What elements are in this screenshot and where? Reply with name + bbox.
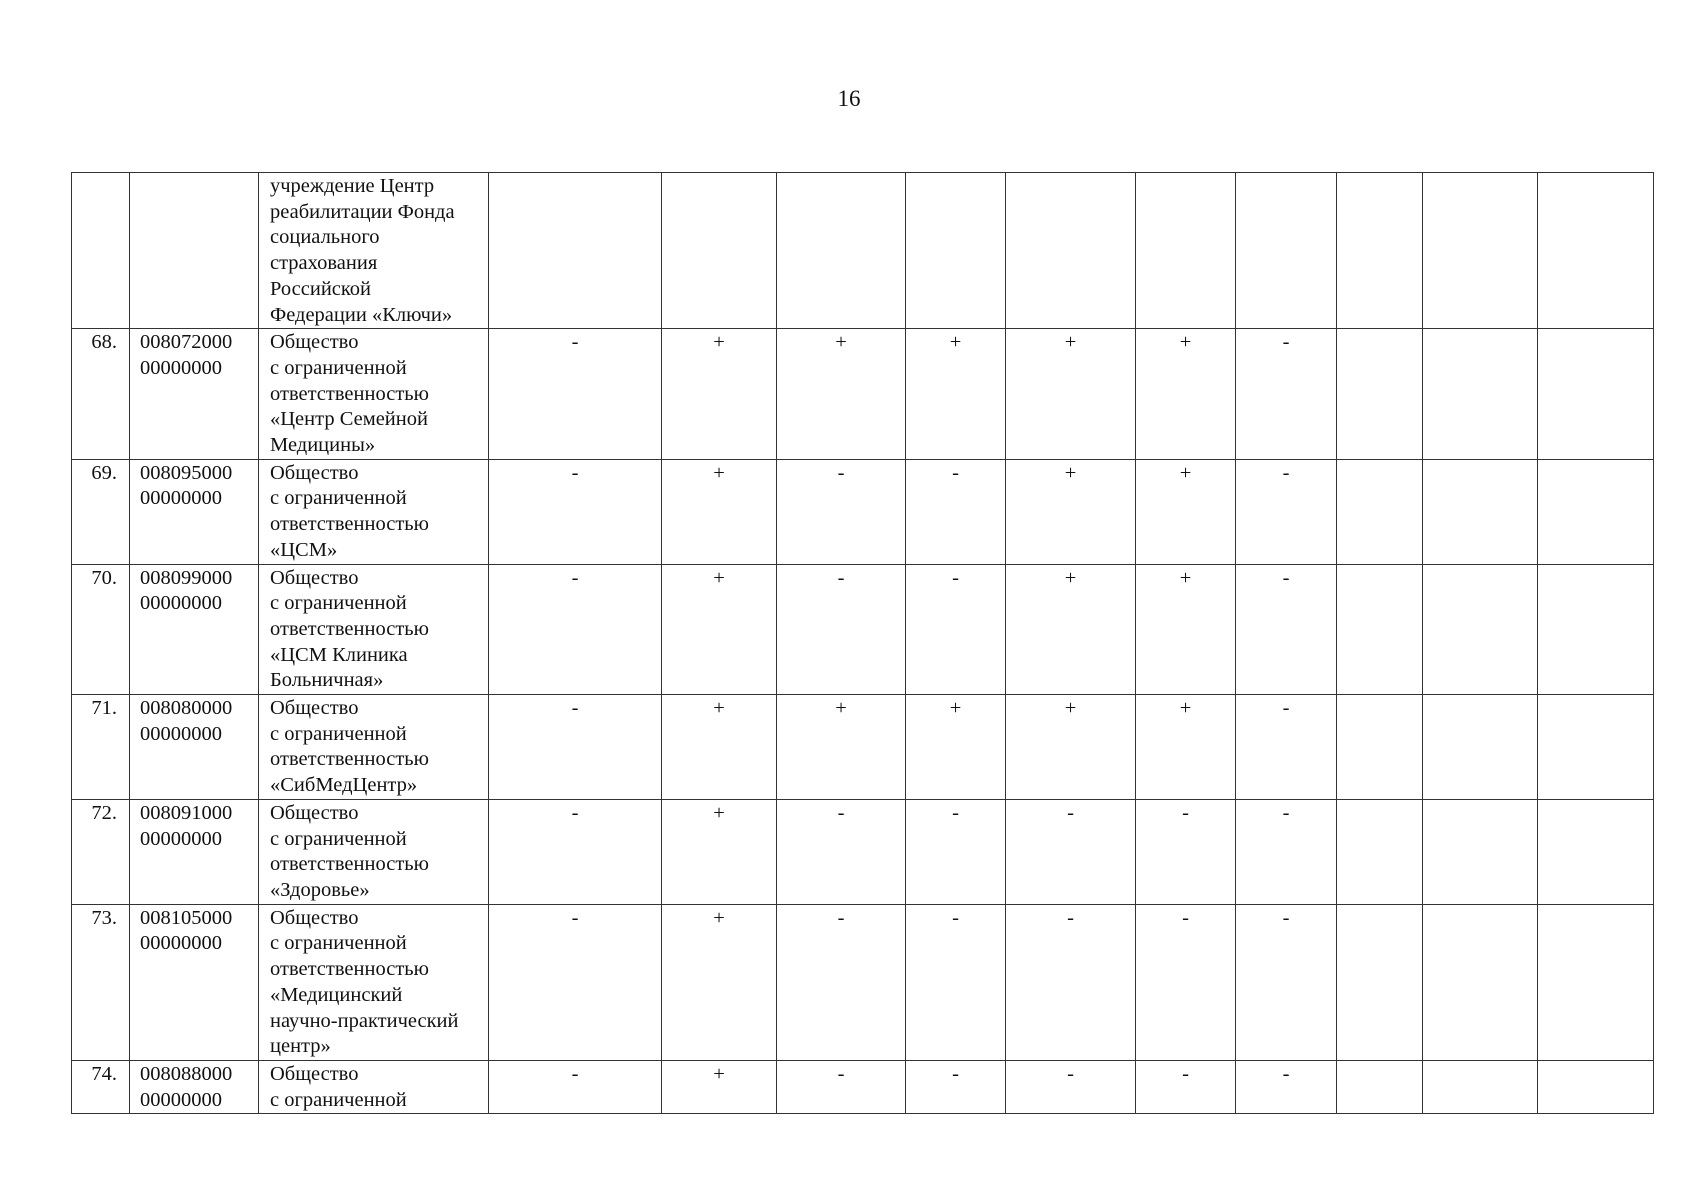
empty-cell (1423, 799, 1538, 904)
org-name-cell: учреждение Центр реабилитации Фонда социального страхования Российской Федерации «Ключи» (259, 173, 489, 329)
empty-cell (1337, 564, 1423, 695)
org-name-cell: Общество с ограниченной ответственностью «ЦСМ» (259, 459, 489, 564)
table-row (72, 695, 1654, 800)
empty-cell (1538, 329, 1654, 460)
mark-cell: + (662, 799, 777, 904)
mark-cell: + (662, 459, 777, 564)
mark-cell: + (662, 329, 777, 460)
mark-cell: - (906, 459, 1006, 564)
mark-cell: + (662, 1060, 777, 1113)
mark-cell: - (1006, 1060, 1136, 1113)
mark-cell: - (489, 459, 662, 564)
org-code-cell: 008072000 00000000 (130, 329, 259, 460)
mark-cell: - (1006, 799, 1136, 904)
mark-cell: - (777, 799, 906, 904)
mark-cell: - (777, 904, 906, 1060)
row-number-cell: 73. (72, 904, 130, 1060)
org-code-cell: 008095000 00000000 (130, 459, 259, 564)
mark-cell: - (489, 329, 662, 460)
mark-cell: - (1136, 799, 1236, 904)
mark-cell: + (777, 695, 906, 800)
page-number: 16 (837, 86, 861, 111)
table-row (72, 173, 1654, 329)
table-row (72, 799, 1654, 904)
mark-cell: + (1006, 459, 1136, 564)
register-table (71, 172, 1654, 1114)
mark-cell (1006, 173, 1136, 329)
table-row (72, 1060, 1654, 1113)
mark-cell: - (906, 904, 1006, 1060)
empty-cell (1337, 904, 1423, 1060)
mark-cell: + (662, 564, 777, 695)
org-code-cell: 008080000 00000000 (130, 695, 259, 800)
org-code-cell: 008088000 00000000 (130, 1060, 259, 1113)
mark-cell: - (1236, 329, 1337, 460)
empty-cell (1337, 1060, 1423, 1113)
mark-cell: + (1136, 564, 1236, 695)
mark-cell: + (906, 695, 1006, 800)
mark-cell: - (906, 1060, 1006, 1113)
empty-cell (1423, 1060, 1538, 1113)
row-number-cell: 70. (72, 564, 130, 695)
mark-cell: - (1136, 904, 1236, 1060)
mark-cell: - (777, 1060, 906, 1113)
row-number-cell: 74. (72, 1060, 130, 1113)
mark-cell (489, 173, 662, 329)
empty-cell (1538, 173, 1654, 329)
mark-cell: - (1136, 1060, 1236, 1113)
mark-cell (777, 173, 906, 329)
row-number-cell: 71. (72, 695, 130, 800)
mark-cell: + (906, 329, 1006, 460)
org-name-cell: Общество с ограниченной ответственностью «Центр Семейной Медицины» (259, 329, 489, 460)
mark-cell: - (489, 1060, 662, 1113)
mark-cell: - (1236, 459, 1337, 564)
table-row (72, 459, 1654, 564)
mark-cell: + (1006, 329, 1136, 460)
empty-cell (1423, 173, 1538, 329)
mark-cell: - (906, 564, 1006, 695)
mark-cell (1236, 173, 1337, 329)
mark-cell: - (489, 904, 662, 1060)
mark-cell: + (662, 904, 777, 1060)
org-name-cell: Общество с ограниченной ответственностью «Медицинский научно-практический центр» (259, 904, 489, 1060)
org-code-cell: 008091000 00000000 (130, 799, 259, 904)
mark-cell: + (777, 329, 906, 460)
table-row (72, 564, 1654, 695)
row-number-cell: 68. (72, 329, 130, 460)
mark-cell: - (1236, 799, 1337, 904)
empty-cell (1337, 799, 1423, 904)
empty-cell (1337, 329, 1423, 460)
empty-cell (1423, 564, 1538, 695)
empty-cell (1423, 329, 1538, 460)
empty-cell (1337, 173, 1423, 329)
mark-cell: - (1236, 904, 1337, 1060)
mark-cell (662, 173, 777, 329)
row-number-cell: 72. (72, 799, 130, 904)
mark-cell: + (1136, 459, 1236, 564)
mark-cell: + (1136, 695, 1236, 800)
empty-cell (1538, 459, 1654, 564)
empty-cell (1538, 904, 1654, 1060)
empty-cell (1423, 695, 1538, 800)
empty-cell (1538, 564, 1654, 695)
empty-cell (1538, 695, 1654, 800)
mark-cell: - (1236, 564, 1337, 695)
table-row (72, 329, 1654, 460)
row-number-cell: 69. (72, 459, 130, 564)
mark-cell: - (489, 564, 662, 695)
org-name-cell: Общество с ограниченной ответственностью «СибМедЦентр» (259, 695, 489, 800)
empty-cell (1423, 459, 1538, 564)
org-code-cell (130, 173, 259, 329)
org-name-cell: Общество с ограниченной ответственностью «ЦСМ Клиника Больничная» (259, 564, 489, 695)
mark-cell (906, 173, 1006, 329)
mark-cell (1136, 173, 1236, 329)
mark-cell: - (489, 799, 662, 904)
mark-cell: - (777, 459, 906, 564)
table-body (72, 173, 1654, 1114)
empty-cell (1538, 799, 1654, 904)
mark-cell: + (662, 695, 777, 800)
empty-cell (1337, 695, 1423, 800)
mark-cell: - (489, 695, 662, 800)
org-name-cell: Общество с ограниченной ответственностью «Здоровье» (259, 799, 489, 904)
org-name-cell: Общество с ограниченной (259, 1060, 489, 1113)
org-code-cell: 008105000 00000000 (130, 904, 259, 1060)
mark-cell: + (1136, 329, 1236, 460)
row-number-cell (72, 173, 130, 329)
org-code-cell: 008099000 00000000 (130, 564, 259, 695)
empty-cell (1423, 904, 1538, 1060)
mark-cell: - (1006, 904, 1136, 1060)
mark-cell: - (1236, 1060, 1337, 1113)
table-row (72, 904, 1654, 1060)
empty-cell (1337, 459, 1423, 564)
mark-cell: - (777, 564, 906, 695)
mark-cell: + (1006, 695, 1136, 800)
mark-cell: - (906, 799, 1006, 904)
empty-cell (1538, 1060, 1654, 1113)
mark-cell: - (1236, 695, 1337, 800)
mark-cell: + (1006, 564, 1136, 695)
